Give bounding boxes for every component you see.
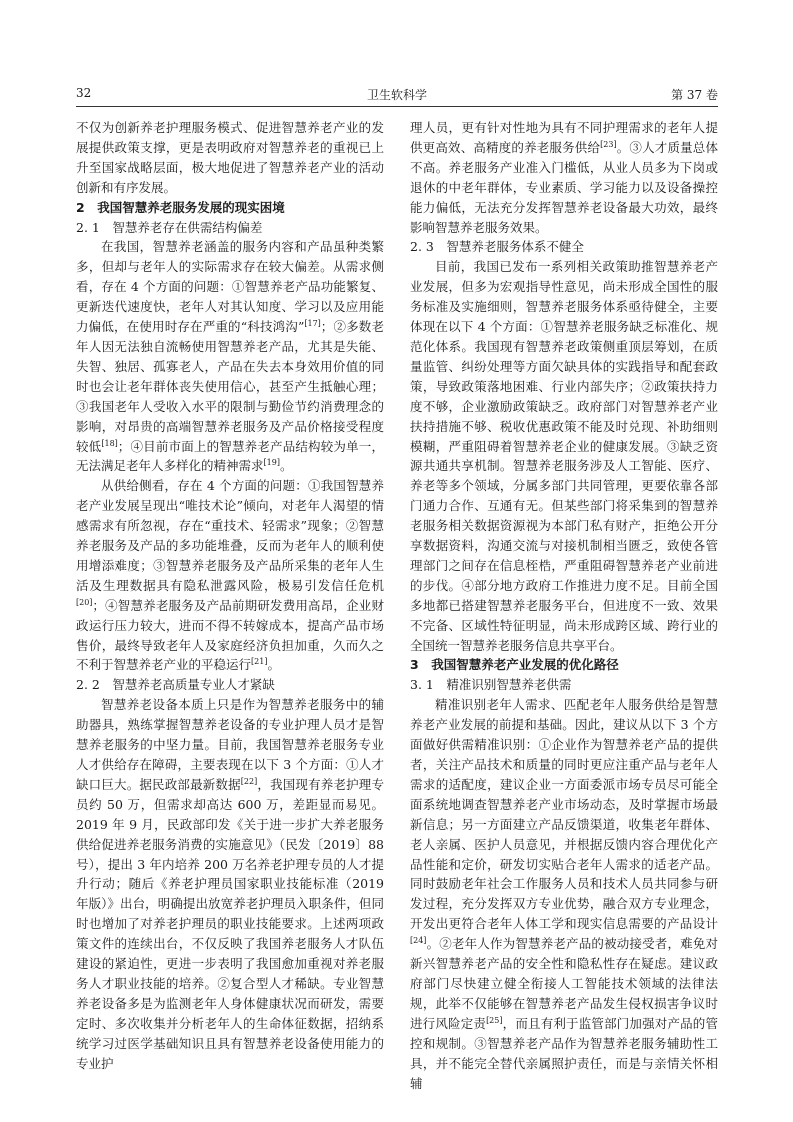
running-header [76,86,718,106]
paragraph-text: 。 [267,657,280,673]
citation-ref: [23] [600,139,617,149]
citation-ref: [19] [263,458,280,468]
paragraph-text: ；②多数老年人因无法独自流畅使用智慧养老产品，尤其是失能、失智、独居、孤寡老人，产品在失去本身效用价值的同时也会让老年群体丧失使用信心，甚至产生抵触心理；③我国老年人受收入水平的限制与勤俭节约消费理念的影响，对昂贵的高端智慧养老服务及产品价格接受程度较低 [76,319,384,454]
citation-ref: [18] [101,438,118,448]
left-column [76,118,384,1080]
paragraph-text: 精准识别老年人需求、匹配老年人服务供给是智慧养老产业发展的前提和基础。因此，建议从以下 3 个方面做好供需精准识别：①企业作为智慧养老产品的提供者，关注产品技术和质量的同时更应注重产品与老年人需求的适配度，建议企业一方面委派市场专员尽可能全面系统地调查智慧养老产业市场动态，及时掌握市场最新信息；另一方面建立产品反馈渠道，收集老年群体、老人亲属、医护人员意见，并根据反馈内容合理优化产品性能和定价，研发切实贴合老年人需求的适老产品。同时鼓励老年社会工作服务人员和技术人员共同参与研发过程，充分发挥双方专业优势，融合双方专业理念，开发出更符合老年人体工学和现实信息需要的产品设计 [410,697,718,932]
citation-ref: [22] [240,776,258,786]
section-heading: 3 我国智慧养老产业发展的优化路径 [410,657,619,673]
right-column [410,118,718,1091]
citation-ref: [20] [76,597,93,607]
paragraph-text: 。②老年人作为智慧养老产品的被动接受者，难免对新兴智慧养老产品的安全性和隐私性存在疑虑。建议政府部门尽快建立健全衔接人工智能技术领域的法律法规，此举不仅能够在智慧养老产品发生侵权损害争议时进行风险定责 [410,936,718,1031]
body-paragraph [76,476,384,675]
body-paragraph [76,118,384,198]
body-paragraph [76,237,384,476]
volume-label: 第 37 卷 [671,88,718,102]
paragraph-text: ；④目前市面上的智慧养老产品结构较为单一，无法满足老年人多样化的精神需求 [76,438,384,474]
body-paragraph [410,257,718,655]
citation-ref: [21] [251,657,268,667]
citation-ref: [25] [486,1015,503,1025]
subsection-heading: 3. 1 精准识别智慧养老供需 [410,677,572,693]
paragraph-text: 智慧养老设备本质上只是作为智慧养老服务中的辅助器具，熟练掌握智慧养老设备的专业护理人员才是智慧养老服务的中坚力量。目前，我国智慧养老服务专业人才供给存在障碍，主要表现在以下 3 个方面：①人才缺口巨大。据民政部最新数据 [76,697,384,792]
subsection-heading: 2. 3 智慧养老服务体系不健全 [410,239,584,255]
paragraph-text: 理人员，更有针对性地为具有不同护理需求的老年人提供更高效、高精度的养老服务供给 [410,120,718,155]
paragraph-text: 。 [279,458,293,474]
header-rule [76,106,718,107]
journal-title: 卫生软科学 [366,88,427,102]
paragraph-text: ；④智慧养老服务及产品前期研发费用高昂，企业财政运行压力较大，进而不得不转嫁成本，提高产品市场售价，最终导致老年人及家庭经济负担加重，久而久之不利于智慧养老产业的平稳运行 [76,597,384,673]
paragraph-text: ，我国现有养老护理专员约 50 万，但需求却高达 600 万，差距显而易见。2019 年 9 月，民政部印发《关于进一步扩大养老服务供给促进养老服务消费的实施意见》（民发〔2019〕88 号），提出 3 年内培养 200 万名养老护理专员的人才提升行动；随后《养老护理员国家职业技能标准（2019 年版）》出台，明确提出放宽养老护理员入职条件，但同时也增加了对养老护理员的职业技能要求。上述两项政策文件的连续出台，不仅反映了我国养老服务人才队伍建设的紧迫性，更进一步表明了我国愈加重视对养老服务人才职业技能的培养。②复合型人才稀缺。专业智慧养老设备多是为监测老年人身体健康状况而研发，需要定时、多次收集并分析老年人的生命体征数据，招纳系统学习过医学基础知识且具有智慧养老设备使用能力的专业护 [76,776,384,1071]
paragraph-text: 从供给侧看，存在 4 个方面的问题：①我国智慧养老产业发展呈现出“唯技术论”倾向，对老年人渴望的情感需求有所忽视，存在“重技术、轻需求”现象；②智慧养老服务及产品的多功能堆叠，反而为老年人的顺利使用增添难度；③智慧养老服务及产品所采集的老年人生活及生理数据具有隐私泄露风险，极易引发信任危机 [76,478,384,593]
subsection-heading: 2. 1 智慧养老存在供需结构偏差 [76,219,263,235]
subsection-heading: 2. 2 智慧养老高质量专业人才紧缺 [76,677,275,693]
section-heading: 2 我国智慧养老服务发展的现实困境 [76,199,285,215]
citation-ref: [24] [410,936,427,945]
paragraph-text: 。③人才质量总体不高。养老服务产业准入门槛低，从业人员多为下岗或退休的中老年群体，专业素质、学习能力以及设备操控能力偏低，无法充分发挥智慧养老设备最大功效，最终影响智慧养老服务效果。 [410,139,718,235]
page-number: 32 [76,86,92,100]
body-paragraph [410,118,718,237]
paragraph-text: 不仅为创新养老护理服务模式、促进智慧养老产业的发展提供政策支撑，更是表明政府对智慧养老的重视已上升至国家战略层面，极大地促进了智慧养老产业的活动创新和有序发展。 [76,120,384,195]
citation-ref: [17] [304,318,321,328]
paragraph-text: 目前，我国已发布一系列相关政策助推智慧养老产业发展，但多为宏观指导性意见，尚未形成全国性的服务标准及实施细则，智慧养老服务体系亟待健全，主要体现在以下 4 个方面：①智慧养老服务缺乏标准化、规范化体系。我国现有智慧养老政策侧重顶层筹划，在质量监管、纠纷处理等方面欠缺具体的实践指导和配套政策，导致政策落地困难、行业内部失序；②政策扶持力度不够，企业激励政策缺乏。政府部门对智慧养老产业扶持措施不够、税收优惠政策不能及时兑现、补助细则模糊，严重阻碍着智慧养老企业的健康发展。③缺乏资源共通共享机制。智慧养老服务涉及人工智能、医疗、养老等多个领域，分属多部门共同管理，更要依靠各部门通力合作、互通有无。但某些部门将采集到的智慧养老服务相关数据资源视为本部门私有财产，拒绝公开分享数据资料，沟通交流与对接机制相当匮乏，致使各管理部门之间存在信息桎梏，严重阻碍智慧养老产业前进的步伐。④部分地方政府工作推进力度不足。目前全国多地都已搭建智慧养老服务平台，但进度不一致、效果不完备、区域性特征明显，尚未形成跨区域、跨行业的全国统一智慧养老服务信息共享平台。 [410,259,718,653]
body-paragraph [410,695,718,1093]
body-paragraph [76,695,384,1073]
paragraph-text: ，而且有利于监管部门加强对产品的管控和规制。③智慧养老产品作为智慧养老服务辅助性工具，并不能完全替代亲属照护责任，而是与亲情关怀相辅 [410,1015,718,1091]
paragraph-text: 在我国，智慧养老涵盖的服务内容和产品虽种类繁多，但却与老年人的实际需求存在较大偏差。从需求侧看，存在 4 个方面的问题：①智慧养老产品功能繁复、更新迭代速度快，老年人对其认知度、学习以及应用能力偏低，在使用时存在严重的“科技鸿沟” [76,239,384,335]
